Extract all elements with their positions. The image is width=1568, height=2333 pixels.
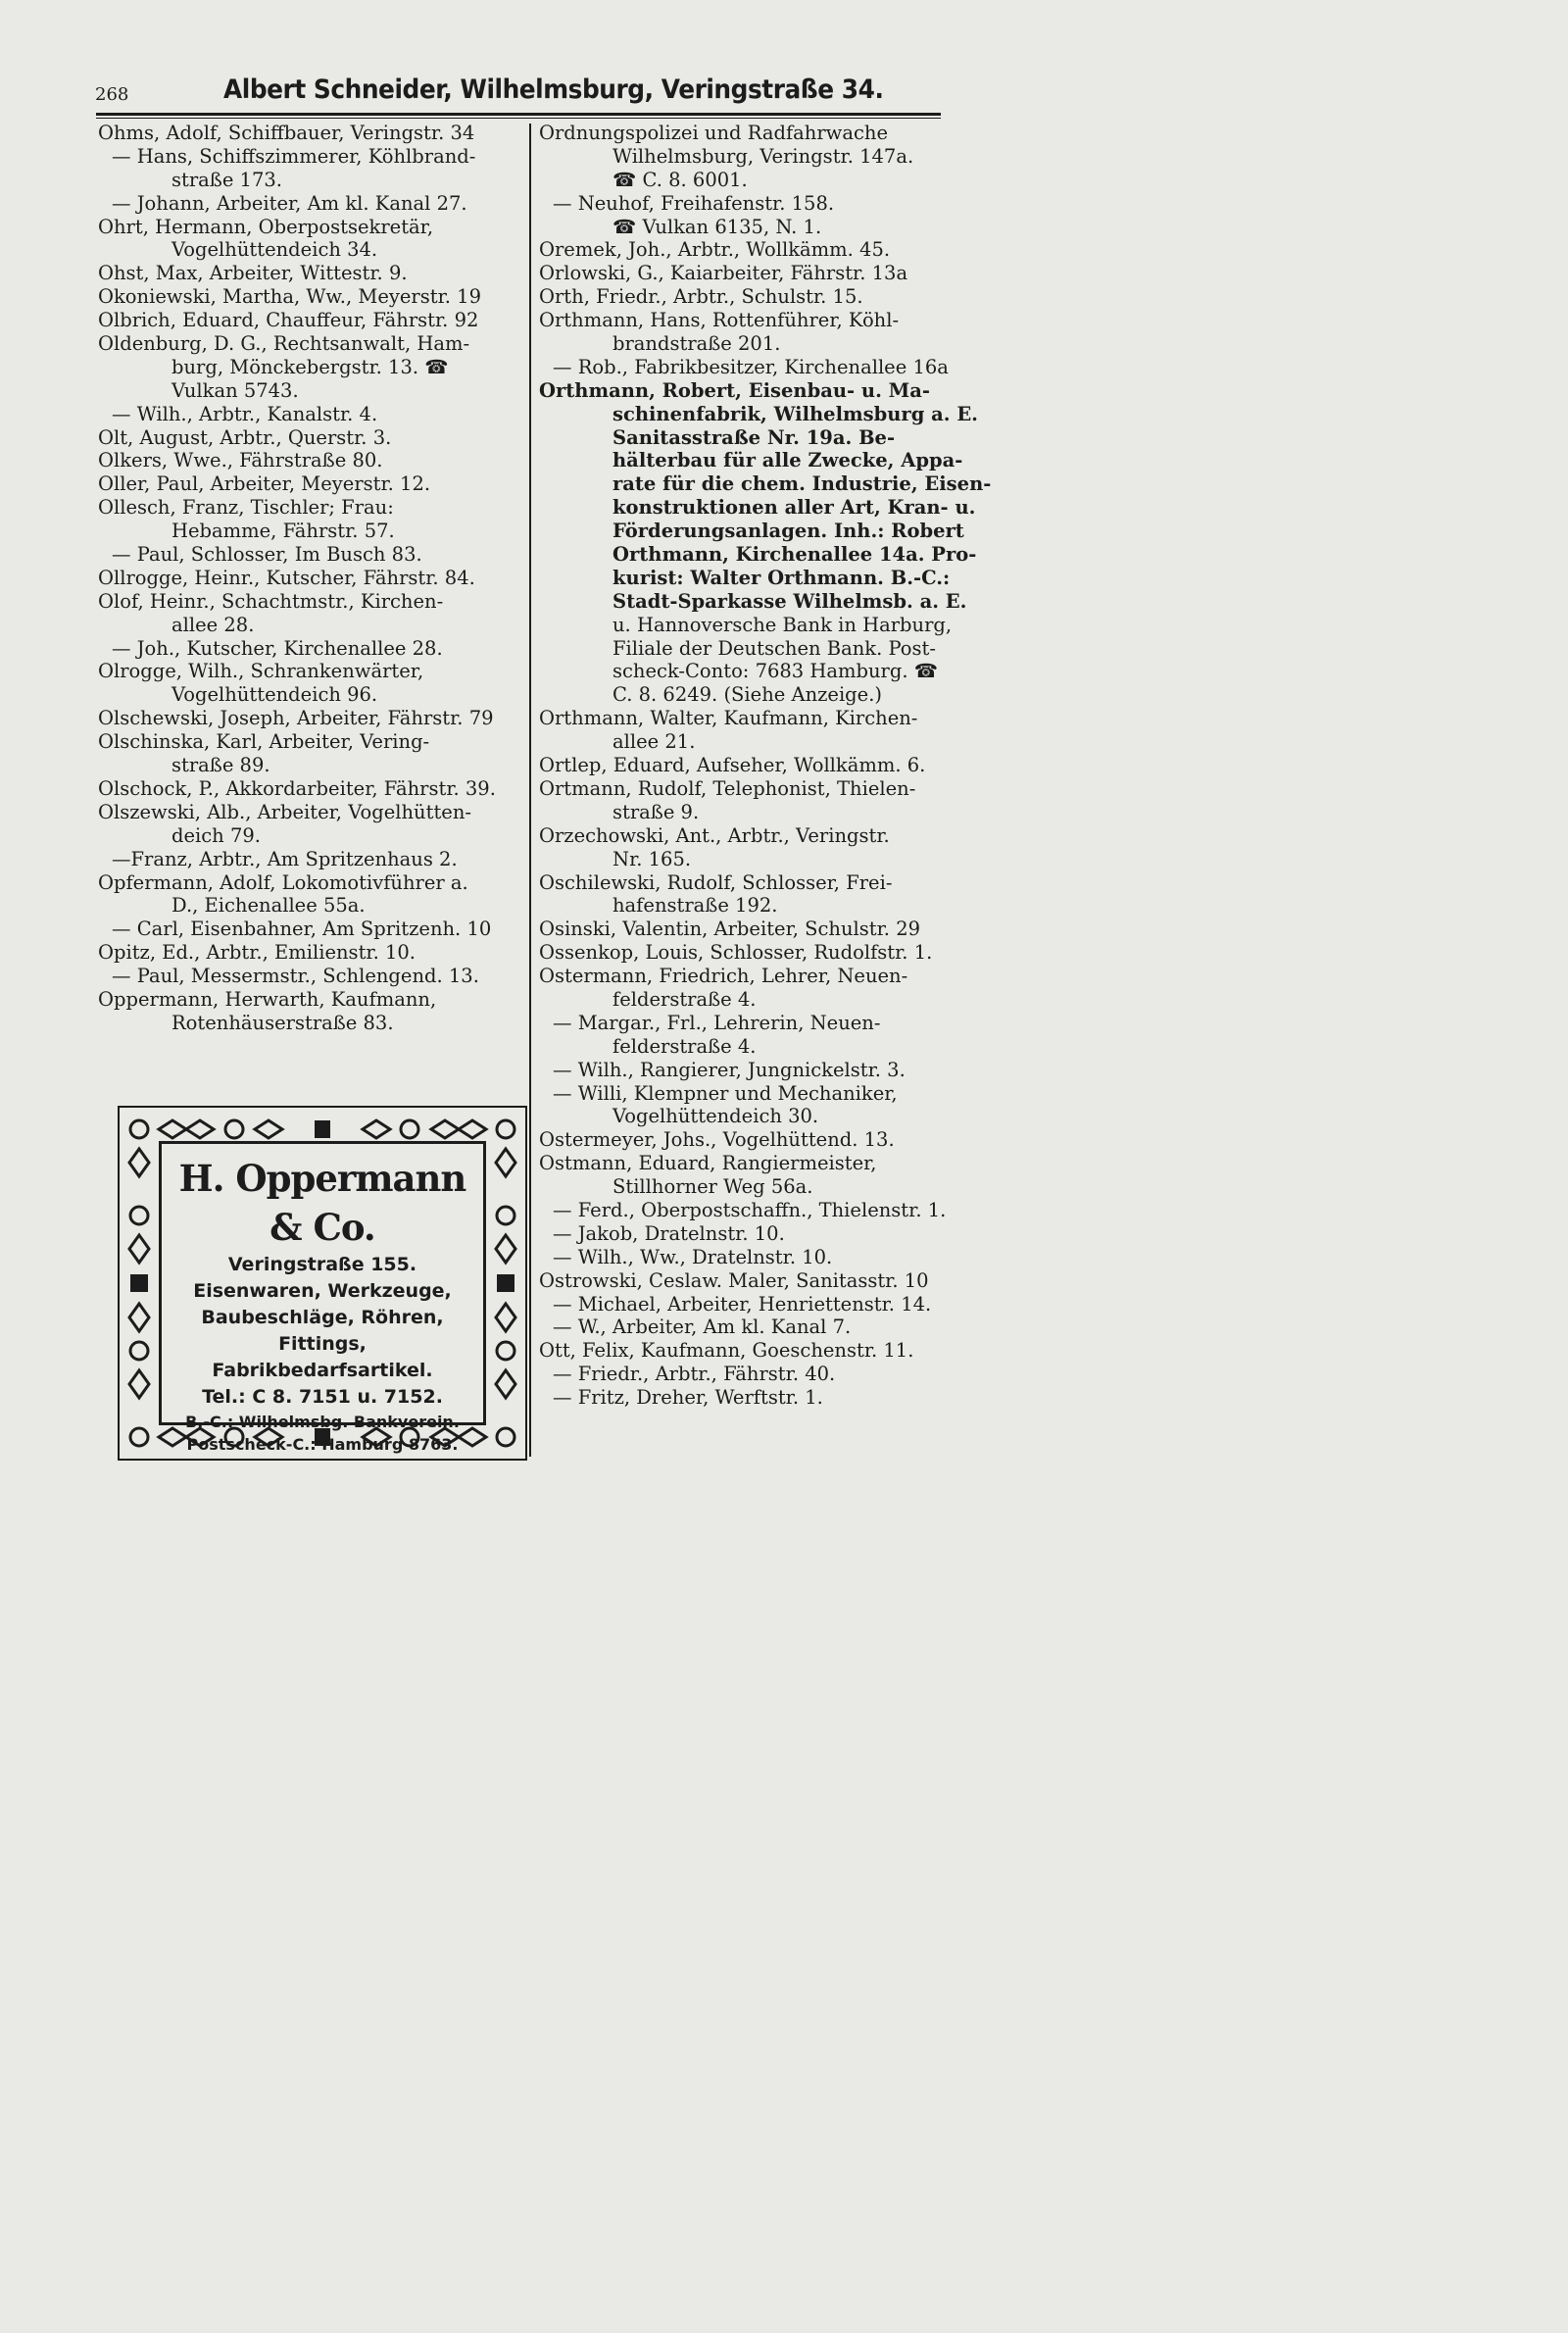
directory-entry: — Jakob, Dratelnstr. 10.	[553, 1221, 785, 1245]
header-rule-thin	[96, 118, 941, 119]
directory-entry: Ostmann, Eduard, Rangiermeister,	[539, 1152, 877, 1175]
directory-entry-featured: hälterbau für alle Zwecke, Appa-	[612, 449, 963, 472]
directory-entry-continuation: brandstraße 201.	[612, 332, 781, 356]
directory-entry: Ohms, Adolf, Schiffbauer, Veringstr. 34	[98, 122, 475, 144]
directory-entry: Ostrowski, Ceslaw. Maler, Sanitasstr. 10	[539, 1268, 929, 1292]
directory-entry: Opitz, Ed., Arbtr., Emilienstr. 10.	[98, 941, 416, 965]
directory-entry-continuation: straße 89.	[172, 754, 270, 777]
directory-entry-continuation: Vogelhüttendeich 34.	[172, 238, 378, 262]
directory-entry: Oschilewski, Rudolf, Schlosser, Frei-	[539, 870, 893, 894]
directory-entry: Olschinska, Karl, Arbeiter, Vering-	[98, 730, 430, 754]
directory-entry: Ohrt, Hermann, Oberpostsekretär,	[98, 215, 434, 238]
directory-entry: Opfermann, Adolf, Lokomotivführer a.	[98, 870, 468, 894]
directory-entry: — Fritz, Dreher, Werftstr. 1.	[553, 1386, 823, 1410]
directory-entry-continuation: straße 173.	[172, 168, 282, 191]
directory-entry-continuation: hafenstraße 192.	[612, 894, 778, 918]
directory-entry-continuation: felderstraße 4.	[612, 1034, 757, 1058]
directory-entry: Oller, Paul, Arbeiter, Meyerstr. 12.	[98, 472, 431, 496]
directory-entry-featured: schinenfabrik, Wilhelmsburg a. E.	[612, 402, 978, 425]
right-column	[539, 122, 992, 1410]
directory-entry: Orthmann, Walter, Kaufmann, Kirchen-	[539, 707, 918, 730]
advertisement	[118, 1106, 527, 1461]
directory-entry-continuation: Vulkan 5743.	[172, 378, 299, 402]
directory-entry-continuation: D., Eichenallee 55a.	[172, 894, 366, 918]
directory-entry: —Franz, Arbtr., Am Spritzenhaus 2.	[112, 847, 458, 870]
directory-entry: Olschock, P., Akkordarbeiter, Fährstr. 39.	[98, 776, 496, 800]
ornament-circle	[130, 1120, 148, 1138]
directory-entry-continuation: Rotenhäuserstraße 83.	[172, 1011, 394, 1034]
advertiser-bank: B.-C.: Wilhelmsbg. Bankverein.	[185, 1413, 460, 1431]
directory-entry: Ostermeyer, Johs., Vogelhüttend. 13.	[539, 1128, 895, 1152]
directory-entry-continuation: Stillhorner Weg 56a.	[612, 1175, 813, 1199]
directory-entry: Ohst, Max, Arbeiter, Wittestr. 9.	[98, 262, 408, 285]
directory-entry: Ordnungspolizei und Radfahrwache	[539, 122, 888, 144]
page-number: 268	[95, 84, 129, 105]
directory-entry: — Wilh., Rangierer, Jungnickelstr. 3.	[553, 1058, 906, 1081]
directory-entry-continuation: burg, Mönckebergstr. 13. ☎	[172, 355, 449, 378]
directory-entry: Olkers, Wwe., Fährstraße 80.	[98, 449, 383, 472]
directory-entry: — Friedr., Arbtr., Fährstr. 40.	[553, 1363, 836, 1386]
directory-entry: Ollrogge, Heinr., Kutscher, Fährstr. 84.	[98, 566, 475, 589]
directory-entry: Orth, Friedr., Arbtr., Schulstr. 15.	[539, 285, 863, 309]
directory-entry: Olrogge, Wilh., Schrankenwärter,	[98, 660, 424, 683]
directory-entry-continuation: allee 21.	[612, 730, 696, 754]
advertised-goods: Eisenwaren, Werkzeuge,	[193, 1280, 452, 1302]
directory-entry-featured: konstruktionen aller Art, Kran- u.	[612, 496, 976, 520]
directory-entry-continuation: straße 9.	[612, 800, 700, 823]
directory-entry-continuation: Wilhelmsburg, Veringstr. 147a.	[612, 144, 914, 168]
directory-entry-continuation: ☎ C. 8. 6001.	[612, 168, 748, 191]
ornament-circle	[497, 1428, 514, 1446]
directory-entry: Ott, Felix, Kaufmann, Goeschenstr. 11.	[539, 1339, 914, 1363]
directory-entry: — Paul, Messermstr., Schlengend. 13.	[112, 965, 479, 988]
directory-entry: Olof, Heinr., Schachtmstr., Kirchen-	[98, 589, 444, 613]
directory-entry: — Wilh., Ww., Dratelnstr. 10.	[553, 1245, 833, 1268]
left-column	[98, 122, 519, 1035]
directory-entry-continuation: Filiale der Deutschen Bank. Post-	[612, 636, 936, 660]
directory-entry: Olbrich, Eduard, Chauffeur, Fährstr. 92	[98, 309, 479, 332]
directory-entry: Ossenkop, Louis, Schlosser, Rudolfstr. 1.	[539, 941, 933, 965]
directory-entry-featured: Förderungsanlagen. Inh.: Robert	[612, 520, 964, 543]
directory-entry: Okoniewski, Martha, Ww., Meyerstr. 19	[98, 285, 481, 309]
directory-entry: Oppermann, Herwarth, Kaufmann,	[98, 987, 437, 1011]
directory-entry: — Michael, Arbeiter, Henriettenstr. 14.	[553, 1292, 932, 1315]
directory-entry-continuation: u. Hannoversche Bank in Harburg,	[612, 613, 953, 636]
advertiser-address: Veringstraße 155.	[227, 1254, 417, 1275]
directory-entry: Olszewski, Alb., Arbeiter, Vogelhütten-	[98, 800, 471, 823]
advertiser-name: H. Oppermann & Co.	[178, 1157, 466, 1249]
running-head: Albert Schneider, Wilhelmsburg, Veringstraße 34.	[223, 74, 884, 105]
advertised-goods: Baubeschläge, Röhren,	[201, 1307, 444, 1328]
directory-entry: — W., Arbeiter, Am kl. Kanal 7.	[553, 1315, 852, 1339]
directory-entry: Orthmann, Hans, Rottenführer, Köhl-	[539, 309, 900, 332]
directory-entry: Oremek, Joh., Arbtr., Wollkämm. 45.	[539, 238, 891, 262]
directory-entry: — Johann, Arbeiter, Am kl. Kanal 27.	[112, 191, 467, 215]
directory-entry-continuation: allee 28.	[172, 613, 255, 636]
directory-entry: — Rob., Fabrikbesitzer, Kirchenallee 16a	[553, 355, 949, 378]
directory-entry-continuation: deich 79.	[172, 823, 261, 847]
directory-entry-featured: rate für die chem. Industrie, Eisen-	[612, 472, 992, 496]
directory-entry-continuation: C. 8. 6249. (Siehe Anzeige.)	[612, 683, 883, 707]
directory-entry: Ortmann, Rudolf, Telephonist, Thielen-	[539, 776, 916, 800]
directory-entry-continuation: Vogelhüttendeich 30.	[612, 1105, 819, 1128]
advertisement-panel	[159, 1141, 486, 1454]
advertiser-telephone: Tel.: C 8. 7151 u. 7152.	[202, 1386, 443, 1408]
directory-entry-continuation: ☎ Vulkan 6135, N. 1.	[612, 215, 822, 238]
directory-entry-continuation: Hebamme, Fährstr. 57.	[172, 520, 395, 543]
directory-entry-featured: Orthmann, Kirchenallee 14a. Pro-	[612, 543, 977, 567]
directory-entry: — Hans, Schiffszimmerer, Köhlbrand-	[112, 144, 476, 168]
directory-entry-featured: Sanitasstraße Nr. 19a. Be-	[612, 425, 896, 449]
directory-entry: — Carl, Eisenbahner, Am Spritzenh. 10	[112, 918, 492, 941]
directory-entry-continuation: scheck-Conto: 7683 Hamburg. ☎	[612, 660, 939, 683]
directory-entry: — Ferd., Oberpostschaffn., Thielenstr. 1.	[553, 1198, 947, 1221]
ornament-circle	[130, 1428, 148, 1446]
directory-entry-continuation: Vogelhüttendeich 96.	[172, 683, 378, 707]
directory-entry-featured: kurist: Walter Orthmann. B.-C.:	[612, 566, 951, 589]
column-divider	[529, 124, 531, 1457]
advertised-goods: Fittings,	[278, 1333, 367, 1355]
directory-entry: Ostermann, Friedrich, Lehrer, Neuen-	[539, 965, 908, 988]
advertiser-postscheck: Postscheck-C.: Hamburg 8763.	[186, 1435, 459, 1454]
advertised-goods: Fabrikbedarfsartikel.	[212, 1360, 433, 1381]
ornament-circle	[497, 1120, 514, 1138]
directory-entry: Oldenburg, D. G., Rechtsanwalt, Ham-	[98, 332, 470, 356]
directory-entry: — Joh., Kutscher, Kirchenallee 28.	[112, 636, 443, 660]
directory-entry-featured: Stadt-Sparkasse Wilhelmsb. a. E.	[612, 589, 967, 613]
directory-entry: — Neuhof, Freihafenstr. 158.	[553, 191, 835, 215]
header-rule	[96, 113, 941, 116]
directory-entry: — Willi, Klempner und Mechaniker,	[553, 1081, 898, 1105]
directory-entry: — Margar., Frl., Lehrerin, Neuen-	[553, 1011, 881, 1034]
directory-entry: Ortlep, Eduard, Aufseher, Wollkämm. 6.	[539, 754, 926, 777]
directory-entry: — Wilh., Arbtr., Kanalstr. 4.	[112, 402, 378, 425]
directory-entry: Orlowski, G., Kaiarbeiter, Fährstr. 13a	[539, 262, 908, 285]
directory-entry: Osinski, Valentin, Arbeiter, Schulstr. 29	[539, 918, 921, 941]
directory-entry: Olschewski, Joseph, Arbeiter, Fährstr. 79	[98, 707, 494, 730]
directory-entry-continuation: Nr. 165.	[612, 847, 692, 870]
directory-entry-continuation: felderstraße 4.	[612, 987, 757, 1011]
directory-entry: Ollesch, Franz, Tischler; Frau:	[98, 496, 394, 520]
directory-entry: Orzechowski, Ant., Arbtr., Veringstr.	[539, 823, 890, 847]
directory-entry: — Paul, Schlosser, Im Busch 83.	[112, 543, 422, 567]
directory-entry: Olt, August, Arbtr., Querstr. 3.	[98, 425, 392, 449]
directory-entry-featured: Orthmann, Robert, Eisenbau- u. Ma-	[539, 378, 930, 402]
